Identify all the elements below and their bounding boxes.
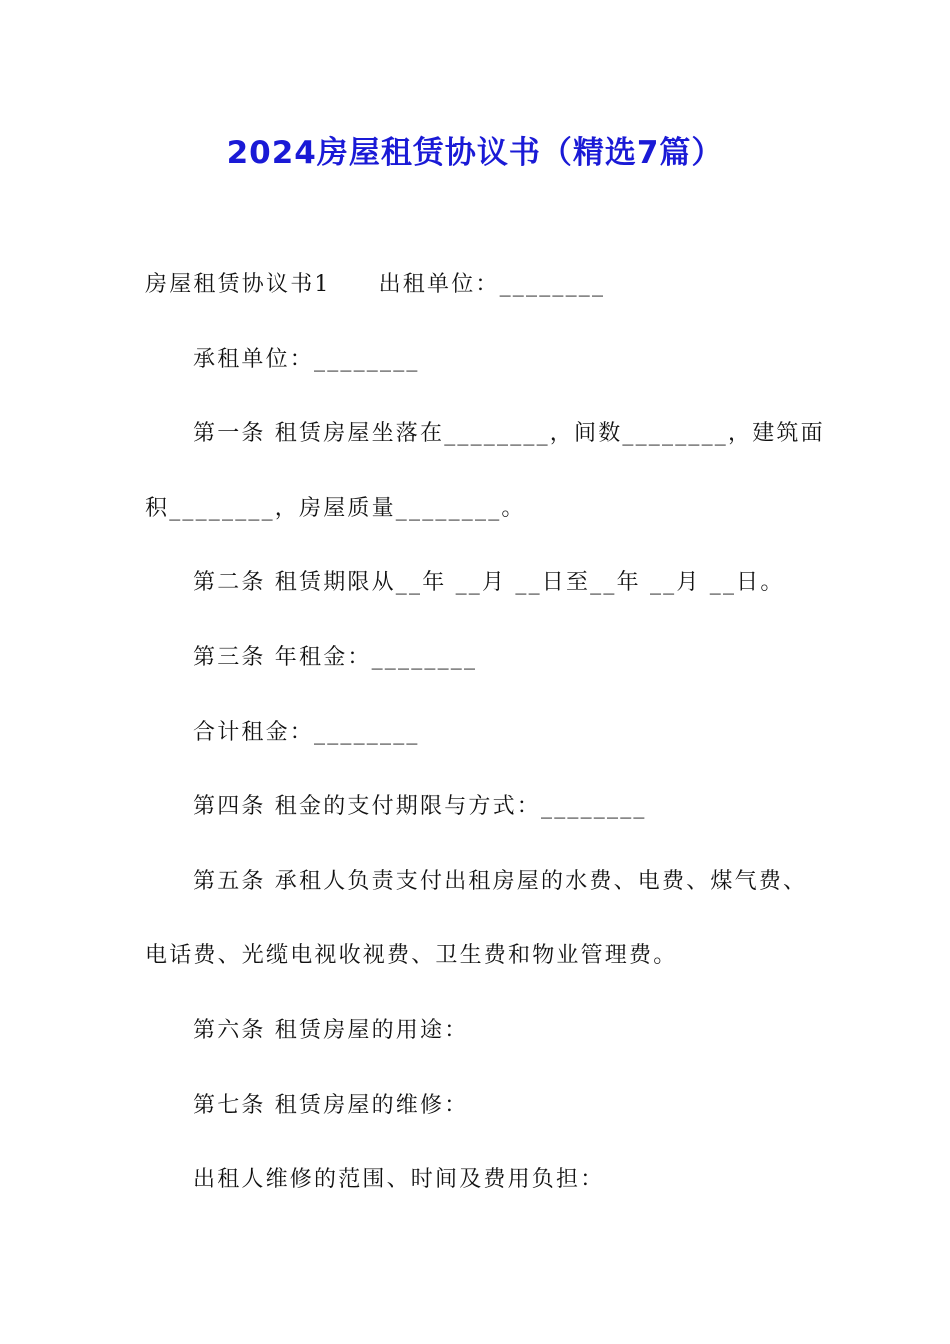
article-5-line-2: 电话费、光缆电视收视费、卫生费和物业管理费。 [145, 943, 678, 969]
repair-scope: 出租人维修的范围、时间及费用负担： [193, 1167, 605, 1193]
article-1-line-1: 第一条 租赁房屋坐落在________，间数________，建筑面 [193, 421, 825, 447]
article-3: 第三条 年租金：________ [193, 644, 478, 670]
lessor-field: 出租单位：________ [378, 272, 606, 297]
article-2: 第二条 租赁期限从__年 __月 __日至__年 __月 __日。 [193, 570, 785, 596]
total-rent: 合计租金：________ [193, 719, 420, 745]
section-heading: 房屋租赁协议书1 [145, 272, 331, 297]
article-7: 第七条 租赁房屋的维修： [193, 1092, 469, 1118]
lessee-field: 承租单位：________ [193, 346, 420, 372]
article-4: 第四条 租金的支付期限与方式：________ [193, 794, 647, 820]
paragraph-line-1 [145, 261, 805, 336]
article-1-line-2: 积________，房屋质量________。 [145, 495, 526, 521]
article-6: 第六条 租赁房屋的用途： [193, 1017, 469, 1043]
document-body [145, 261, 825, 1231]
article-5-line-1: 第五条 承租人负责支付出租房屋的水费、电费、煤气费、 [193, 868, 808, 894]
document-title: 2024房屋租赁协议书（精选7篇） [226, 135, 724, 171]
